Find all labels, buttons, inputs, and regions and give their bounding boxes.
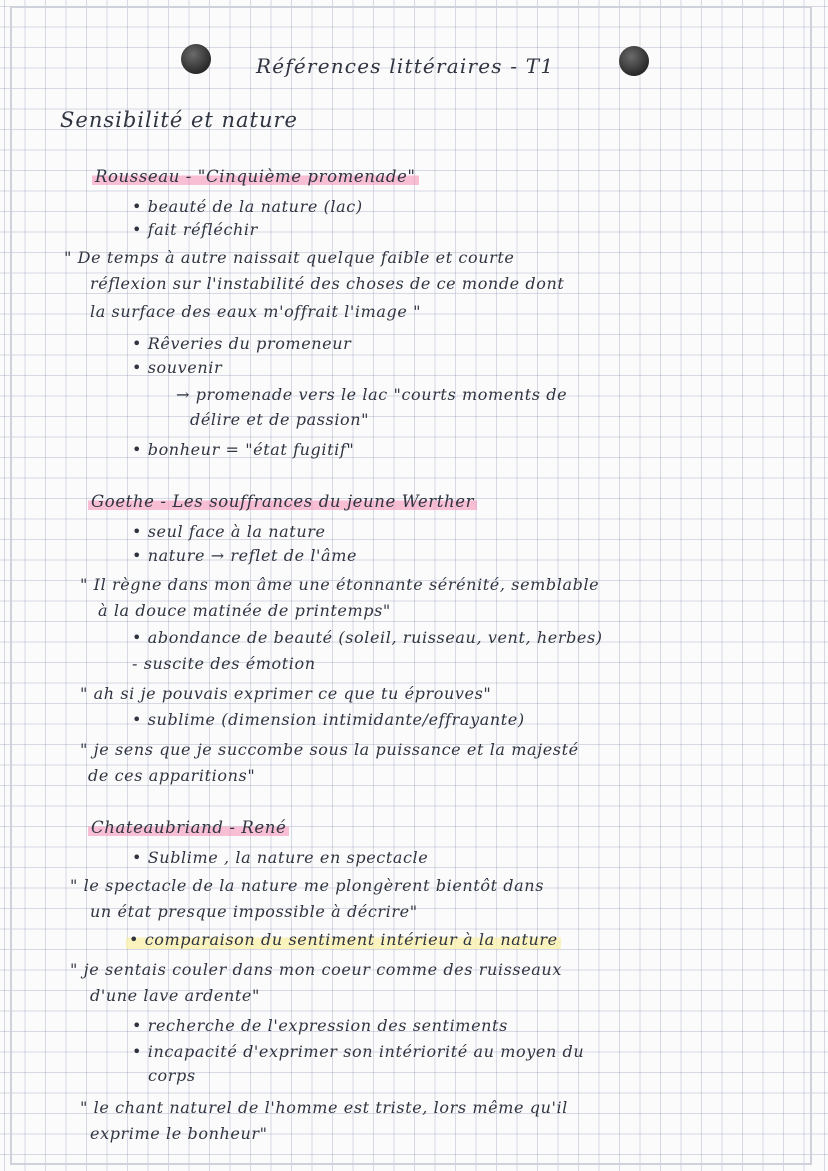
rousseau-line: délire et de passion" [190, 410, 370, 429]
binder-hole-left-icon [181, 44, 211, 74]
heading-goethe: Goethe - Les souffrances du jeune Werther [88, 492, 477, 512]
chateaubriand-line: • Sublime , la nature en spectacle [132, 848, 429, 867]
rousseau-line: réflexion sur l'instabilité des choses de ce monde dont [90, 274, 565, 293]
rousseau-line: • bonheur = "état fugitif" [132, 440, 355, 459]
section-title: Sensibilité et nature [60, 108, 298, 132]
chateaubriand-line: " je sentais couler dans mon coeur comme des ruisseaux [70, 960, 562, 979]
heading-rousseau: Rousseau - "Cinquième promenade" [92, 167, 419, 187]
goethe-line: • abondance de beauté (soleil, ruisseau, vent, herbes) [132, 628, 603, 647]
chateaubriand-line: corps [148, 1066, 196, 1085]
goethe-line: de ces apparitions" [88, 766, 256, 785]
chateaubriand-line: " le spectacle de la nature me plongèrent bientôt dans [70, 876, 545, 895]
rousseau-line: • souvenir [132, 358, 223, 377]
page-title: Références littéraires - T1 [256, 54, 555, 78]
goethe-line: • seul face à la nature [132, 522, 326, 541]
chateaubriand-line: • comparaison du sentiment intérieur à la nature [126, 930, 561, 950]
goethe-line: • nature → reflet de l'âme [132, 546, 358, 565]
chateaubriand-line: un état presque impossible à décrire" [90, 902, 418, 921]
rousseau-line: • fait réfléchir [132, 220, 258, 239]
rousseau-line: " De temps à autre naissait quelque faible et courte [64, 248, 515, 267]
goethe-line: " je sens que je succombe sous la puissance et la majesté [80, 740, 579, 759]
goethe-line: - suscite des émotion [132, 654, 316, 673]
rousseau-line: • beauté de la nature (lac) [132, 197, 363, 216]
chateaubriand-line: " le chant naturel de l'homme est triste, lors même qu'il [80, 1098, 568, 1117]
binder-hole-right-icon [619, 46, 649, 76]
chateaubriand-line: exprime le bonheur" [90, 1124, 268, 1143]
rousseau-line: la surface des eaux m'offrait l'image " [90, 302, 422, 321]
goethe-line: " ah si je pouvais exprimer ce que tu éprouves" [80, 684, 492, 703]
chateaubriand-line: • incapacité d'exprimer son intériorité au moyen du [132, 1042, 585, 1061]
goethe-line: " Il règne dans mon âme une étonnante sérénité, semblable [80, 575, 600, 594]
rousseau-line: → promenade vers le lac "courts moments de [176, 385, 568, 404]
goethe-line: à la douce matinée de printemps" [98, 601, 391, 620]
chateaubriand-line: • recherche de l'expression des sentiments [132, 1016, 508, 1035]
heading-chateaubriand: Chateaubriand - René [88, 818, 289, 838]
goethe-line: • sublime (dimension intimidante/effrayante) [132, 710, 525, 729]
chateaubriand-line: d'une lave ardente" [90, 986, 260, 1005]
rousseau-line: • Rêveries du promeneur [132, 334, 352, 353]
